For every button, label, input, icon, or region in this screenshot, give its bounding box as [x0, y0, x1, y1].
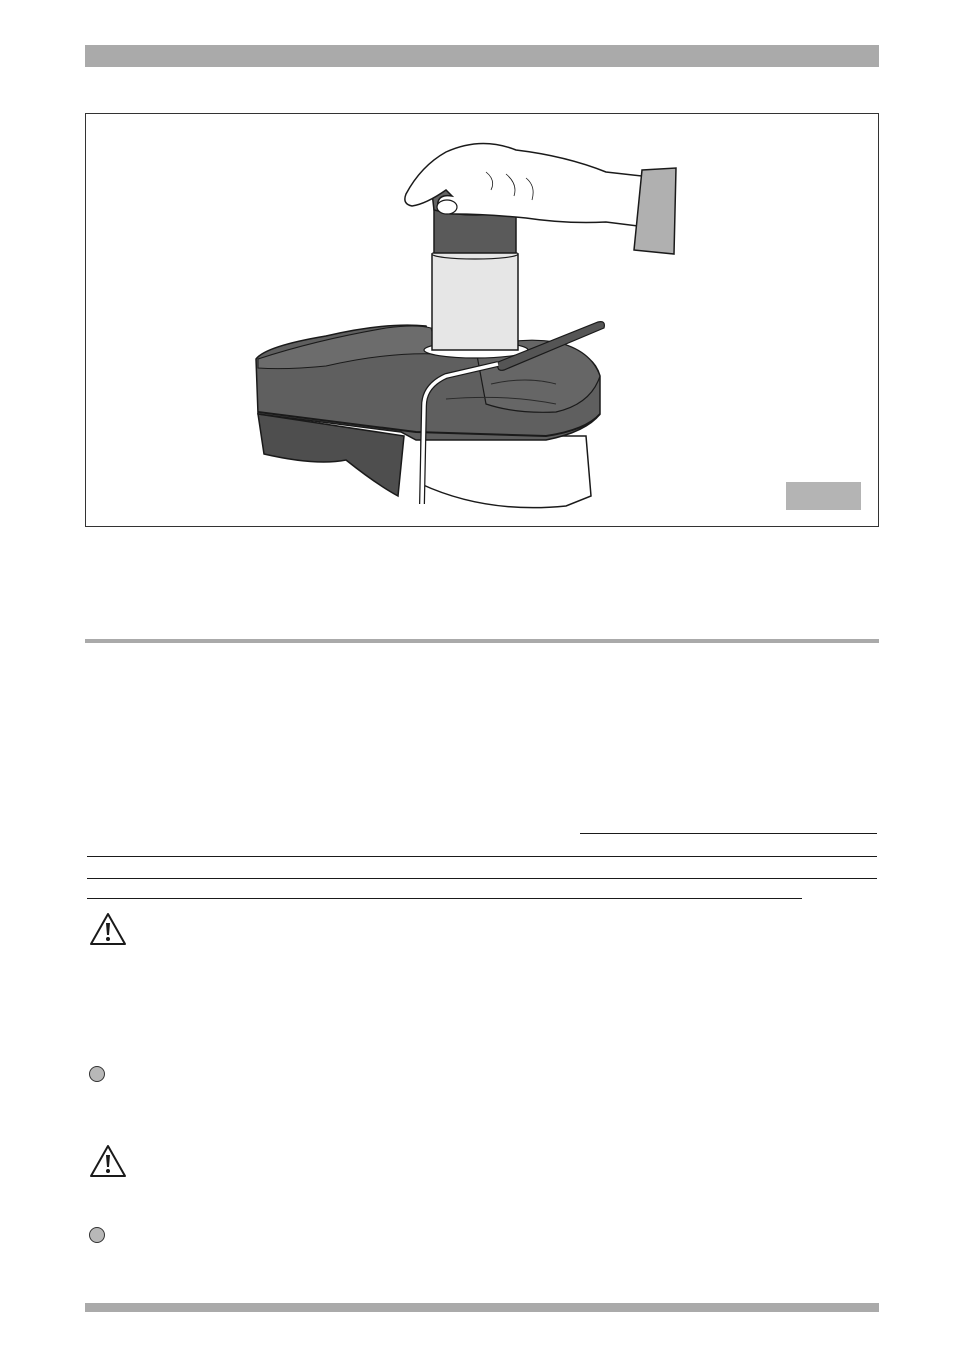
base-bucket [421, 436, 591, 508]
text-line-4 [87, 898, 802, 899]
warning-icon [89, 1144, 127, 1178]
section-divider [85, 639, 879, 643]
appliance-illustration [86, 114, 878, 526]
tube-body [432, 254, 518, 350]
circle-bullet-icon [89, 1227, 105, 1243]
text-line-3 [87, 878, 877, 879]
warning-icon [89, 912, 127, 946]
text-line-2 [87, 856, 877, 857]
text-line-1 [580, 833, 877, 834]
sleeve-cuff [634, 168, 676, 254]
footer-bar [85, 1303, 879, 1312]
figure-frame [85, 113, 879, 527]
circle-bullet-icon [89, 1066, 105, 1082]
header-bar [85, 45, 879, 67]
figure-label-box [786, 482, 861, 510]
